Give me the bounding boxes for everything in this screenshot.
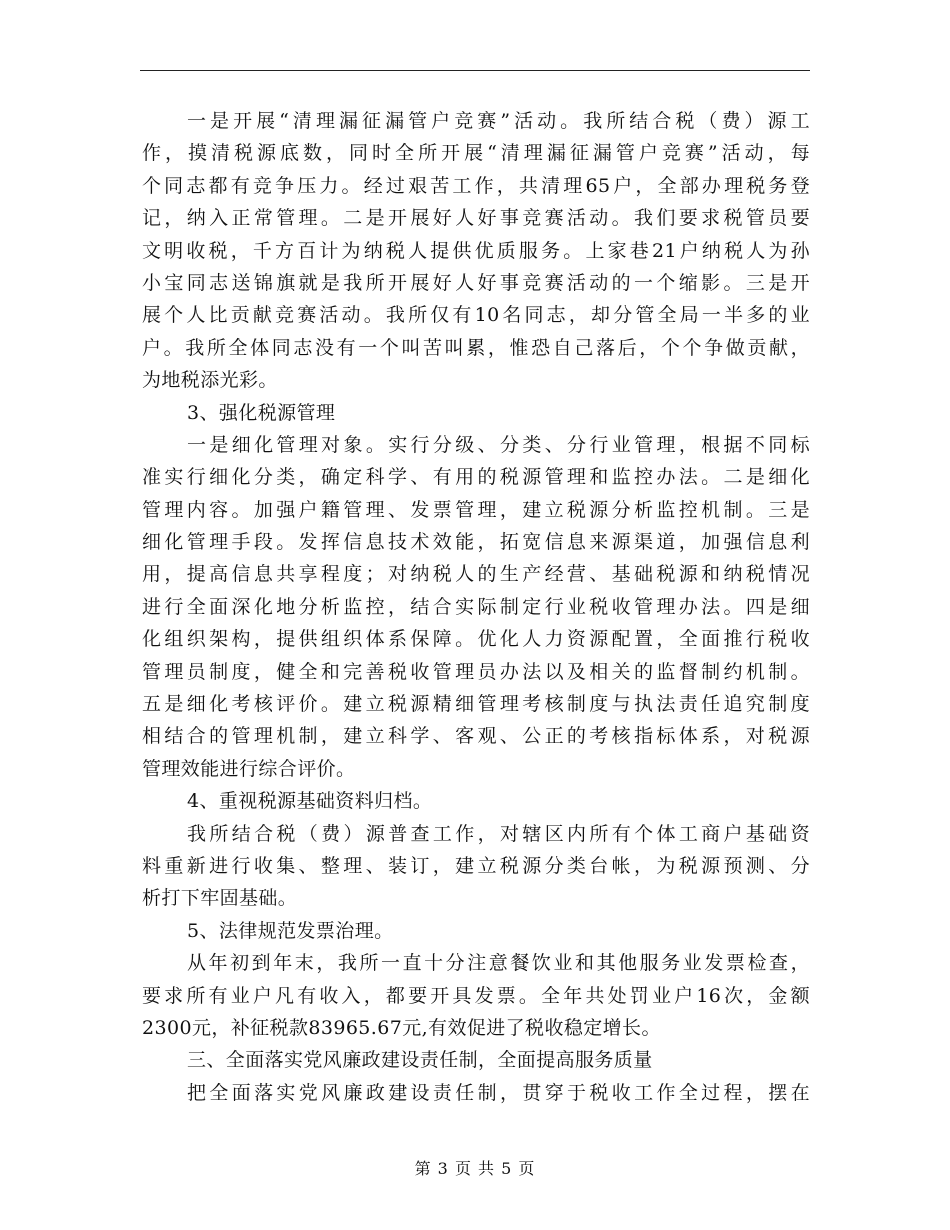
text-line: 个同志都有竞争压力。经过艰苦工作，共清理65户，全部办理税务登 <box>142 174 810 197</box>
text-line: 2300元，补征税款83965.67元,有效促进了税收稳定增长。 <box>142 1016 661 1039</box>
text-line: 展个人比贡献竞赛活动。我所仅有10名同志，却分管全局一半多的业 <box>142 304 810 327</box>
text-line: 管理员制度，健全和完善税收管理员办法以及相关的监督制约机制。 <box>142 660 810 683</box>
text-line: 我所结合税（费）源普查工作，对辖区内所有个体工商户基础资 <box>187 822 810 845</box>
text-line: 析打下牢固基础。 <box>142 887 298 910</box>
text-line: 一是细化管理对象。实行分级、分类、分行业管理，根据不同标 <box>187 433 810 456</box>
text-line: 作，摸清税源底数，同时全所开展“清理漏征漏管户竞赛”活动，每 <box>142 142 810 165</box>
text-line: 5、法律规范发票治理。 <box>187 919 394 942</box>
text-line: 把全面落实党风廉政建设责任制，贯穿于税收工作全过程，摆在 <box>187 1081 810 1104</box>
text-line: 管理内容。加强户籍管理、发票管理，建立税源分析监控机制。三是 <box>142 498 810 521</box>
text-line: 为地税添光彩。 <box>142 369 278 392</box>
document-body <box>142 105 810 1109</box>
text-line: 五是细化考核评价。建立税源精细管理考核制度与执法责任追究制度 <box>142 693 810 716</box>
text-line: 要求所有业户凡有收入，都要开具发票。全年共处罚业户16次，金额 <box>142 984 810 1007</box>
header-rule <box>140 70 810 71</box>
text-line: 3、强化税源管理 <box>187 401 336 424</box>
text-line: 三、全面落实党风廉政建设责任制，全面提高服务质量 <box>187 1049 653 1072</box>
text-line: 准实行细化分类，确定科学、有用的税源管理和监控办法。二是细化 <box>142 466 810 489</box>
text-line: 细化管理手段。发挥信息技术效能，拓宽信息来源渠道，加强信息利 <box>142 531 810 554</box>
text-line: 户。我所全体同志没有一个叫苦叫累，惟恐自己落后，个个争做贡献， <box>142 336 810 359</box>
text-line: 4、重视税源基础资料归档。 <box>187 790 433 813</box>
text-line: 一是开展“清理漏征漏管户竞赛”活动。我所结合税（费）源工 <box>187 110 810 132</box>
text-line: 化组织架构，提供组织体系保障。优化人力资源配置，全面推行税收 <box>142 628 810 651</box>
text-line: 用，提高信息共享程度；对纳税人的生产经营、基础税源和纳税情况 <box>142 563 810 586</box>
text-line: 料重新进行收集、整理、装订，建立税源分类台帐，为税源预测、分 <box>142 854 810 877</box>
text-line: 管理效能进行综合评价。 <box>142 757 356 780</box>
text-line: 记，纳入正常管理。二是开展好人好事竞赛活动。我们要求税管员要 <box>142 207 810 230</box>
text-line: 文明收税，千方百计为纳税人提供优质服务。上家巷21户纳税人为孙 <box>142 239 810 262</box>
text-line: 从年初到年末，我所一直十分注意餐饮业和其他服务业发票检查， <box>187 952 810 975</box>
page-number: 第 3 页 共 5 页 <box>414 1159 536 1178</box>
text-line: 相结合的管理机制，建立科学、客观、公正的考核指标体系，对税源 <box>142 725 810 748</box>
text-line: 小宝同志送锦旗就是我所开展好人好事竞赛活动的一个缩影。三是开 <box>142 271 810 294</box>
text-line: 进行全面深化地分析监控，结合实际制定行业税收管理办法。四是细 <box>142 595 810 618</box>
